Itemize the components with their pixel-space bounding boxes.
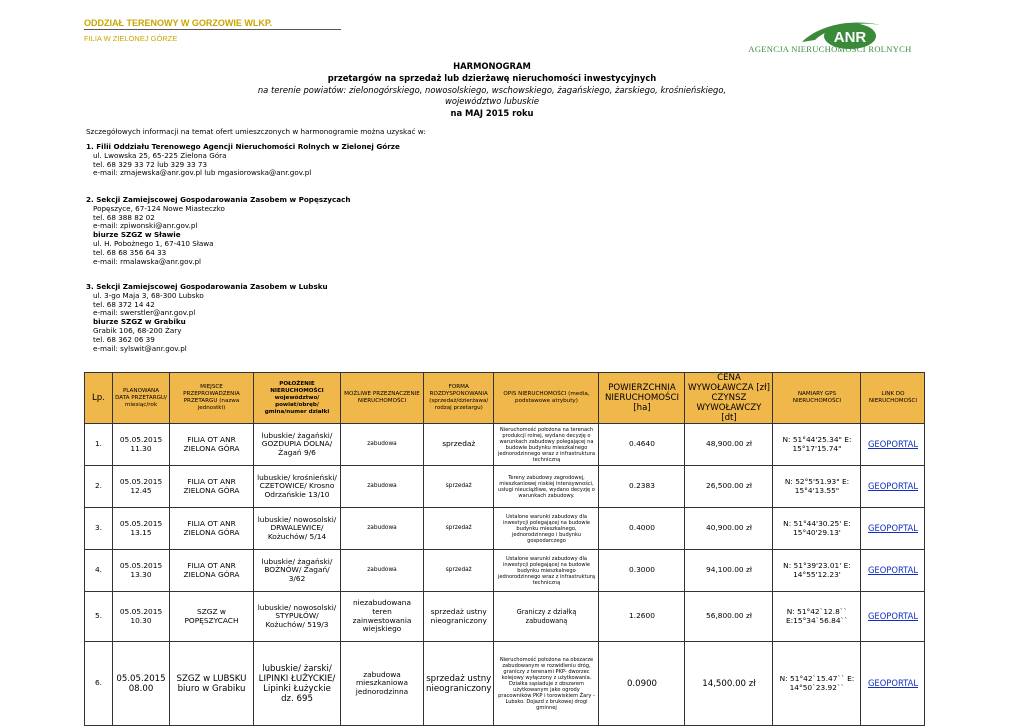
contact-block-2 [86,196,350,266]
doc-voivodeship: województwo lubuskie [444,96,539,106]
contact-line: Popęszyce, 67-124 Nowe Miasteczko [93,203,225,213]
cell-use: zabudowa [341,466,424,508]
cell-price: 14,500.00 zł [685,642,773,726]
cell-location: lubuskie/ krośnieński/ CZETOWICE/ Krosno Odrzańskie 13/10 [254,466,341,508]
cell-date: 05.05.2015 13.15 [113,508,170,550]
cell-use: zabudowa [341,424,424,466]
geoportal-link[interactable]: GEOPORTAL [867,438,919,449]
cell-location: lubuskie/ żarski/ LIPINKI ŁUŻYCKIE/ Lipinki Łużyckie dz. 695 [254,642,341,726]
col-header-place: MIEJSCE PRZEPROWADZENIA PRZETARGU (nazwa jednostki) [170,373,254,424]
cell-use: zabudowa mieszkaniowa jednorodzinna [341,642,424,726]
contact-line: ul. H. Pobożnego 1, 67-410 Sława [93,238,214,248]
intro-text: Szczegółowych informacji na temat ofert umieszczonych w harmonogramie można uzyskać w: [86,127,426,136]
cell-gps: N: 51°42`12.8`` E:15°34`56.84`` [773,592,861,642]
tender-schedule-table [84,372,925,726]
col-header-lp: Lp. [85,373,113,424]
cell-desc: Graniczy z działką zabudowaną [494,592,599,642]
contact-line: ul. Lwowska 25, 65-225 Zielona Góra [93,150,227,160]
cell-form: sprzedaż [424,424,494,466]
table-row [85,642,925,726]
cell-lp: 4. [85,550,113,592]
cell-form: sprzedaż [424,508,494,550]
header-org-name: ODDZIAŁ TERENOWY W GORZOWIE WLKP. [84,18,341,30]
geoportal-link[interactable]: GEOPOPTAL [868,522,918,533]
cell-form: sprzedaż [424,550,494,592]
cell-link [861,508,925,550]
cell-date: 05.05.2015 13.30 [113,550,170,592]
col-header-link: LINK DO NIERUCHOMOŚCI [861,373,925,424]
col-header-use: MOŻLIWE PRZEZNACZENIE NIERUCHOMOŚCI [341,373,424,424]
table-header-row [85,373,925,424]
cell-use: niezabudowana teren zainwestowania wiejskiego [341,592,424,642]
table-row [85,550,925,592]
cell-desc: Ustalone warunki zabudowy dla inwestycji polegającej na budowie budynku mieszkalnego jednorodzinnego wraz z infrastrukturą techniczną [494,550,599,592]
col-header-location: POŁOŻENIE NIERUCHOMOŚCI województwo/ powiat/obręb/ gmina/numer działki [254,373,341,424]
cell-desc: Tereny zabudowy zagrodowej, mieszkaniowej niskiej intensywności, usługi nieuciążliwe, wydano decyzję o warunkach zabudowy. [494,466,599,508]
cell-desc: Nieruchomość położona na terenach produkcji rolnej, wydano decyzję o warunkach zabudowy polegającej na budowie budynku mieszkalnego jednorodzinnego wraz z infrastruktura techniczną [494,424,599,466]
cell-price: 48,900.00 zł [685,424,773,466]
geoportal-link[interactable]: GEOPORTAL [867,610,919,621]
cell-place: FILIA OT ANR ZIELONA GÓRA [170,508,254,550]
contact-title: 1. Filii Oddziału Terenowego Agencji Nieruchomości Rolnych w Zielonej Górze [86,142,400,151]
cell-location: lubuskie/ nowosolski/ DRWALEWICE/ Kożuchów/ 5/14 [254,508,341,550]
contact-line: tel. 68 372 14 42 [93,299,155,309]
cell-form: sprzedaż ustny nieograniczony [424,642,494,726]
table-row [85,592,925,642]
cell-gps: N: 51°44'25.34" E: 15°17'15.74" [773,424,861,466]
col-header-area: POWIERZCHNIA NIERUCHOMOŚCI [ha] [599,373,685,424]
cell-desc: Ustalone warunki zabudowy dla inwestycji polegającej na budowie budynku mieszkalnego, jednorodzinnego i budynku gospodarczego [494,508,599,550]
cell-place: SZGZ w POPĘSZYCACH [170,592,254,642]
col-header-desc: OPIS NIERUCHOMOŚCI (media, podstawowe atrybuty) [494,373,599,424]
contact-email[interactable]: e-mail: sylswit@anr.gov.pl [93,343,187,353]
cell-location: lubuskie/ żagański/ GOZDUPIA DOLNA/ Żagań 9/6 [254,424,341,466]
cell-date: 05.05.2015 11.30 [113,424,170,466]
contact-subtitle: biurze SZGZ w Sławie [93,230,181,240]
cell-gps: N: 51°44'30.25' E: 15°40'29.13' [773,508,861,550]
cell-place: FILIA OT ANR ZIELONA GÓRA [170,466,254,508]
cell-place: FILIA OT ANR ZIELONA GÓRA [170,550,254,592]
cell-area: 0.3000 [599,550,685,592]
cell-desc: Nieruchomość położona na obszarze zabudowanym w rozwidleniu dróg, graniczy z terenami PKP- dworzec kolejowy wyłączony z użytkowania. Działka sąsiaduje z obszarem użytkowanym jako ogrody pracowników PKP i torowiskiem Żary - Lubsko. Dojazd z brukowej drogi gminnej [494,642,599,726]
contact-line: tel. 68 362 06 39 [93,334,155,344]
contact-line: tel. 68 68 356 64 33 [93,247,167,257]
contact-line: ul. 3-go Maja 3, 68-300 Lubsko [93,290,204,300]
cell-lp: 2. [85,466,113,508]
cell-area: 0.4000 [599,508,685,550]
cell-link [861,424,925,466]
cell-location: lubuskie/ nowosolski/ STYPUŁÓW/ Kożuchów/ 519/3 [254,592,341,642]
logo-abbr: ANR [833,29,867,46]
cell-lp: 6. [85,642,113,726]
cell-price: 26,500.00 zł [685,466,773,508]
cell-price: 94,100.00 zł [685,550,773,592]
cell-form: sprzedaż [424,466,494,508]
contact-line: tel. 68 388 82 02 [93,212,155,222]
cell-use: zabudowa [341,508,424,550]
cell-use: zabudowa [341,550,424,592]
cell-lp: 3. [85,508,113,550]
cell-price: 56,800.00 zł [685,592,773,642]
cell-area: 1.2600 [599,592,685,642]
geoportal-link[interactable]: GEOPORTAL [867,564,919,575]
cell-form: sprzedaż ustny nieograniczony [424,592,494,642]
cell-date: 05.05.2015 08.00 [113,642,170,726]
contact-title: 2. Sekcji Zamiejscowej Gospodarowania Zasobem w Popęszycach [86,195,351,204]
table-row [85,466,925,508]
doc-area-line: na terenie powiatów: zielonogórskiego, nowosolskiego, wschowskiego, żagańskiego, żarskiego, krośnieńskiego, [257,85,727,95]
logo-agency-name: AGENCJA NIERUCHOMOŚCI ROLNYCH [748,44,912,54]
col-header-gps: NAMIARY GPS NIERUCHOMOŚCI [773,373,861,424]
doc-period: na MAJ 2015 roku [450,108,534,118]
table-row [85,424,925,466]
contact-email[interactable]: e-mail: swerstler@anr.gov.pl [93,308,196,318]
contact-line: tel. 68 329 33 72 lub 329 33 73 [93,159,208,169]
cell-lp: 1. [85,424,113,466]
cell-date: 05.05.2015 12.45 [113,466,170,508]
table-row [85,508,925,550]
cell-link [861,466,925,508]
col-header-date: PLANOWANA DATA PRZETARGU/ miesiąc/rok [113,373,170,424]
contact-line: Grabik 106, 68-200 Żary [93,325,182,335]
contact-block-1 [86,143,400,178]
contact-subtitle: biurze SZGZ w Grabiku [93,317,186,327]
geoportal-link[interactable]: GEOPORTAL [867,677,919,688]
contact-email[interactable]: e-mail: zpiwonski@anr.gov.pl [93,221,198,231]
header-branch-name: FILIA W ZIELONEJ GÓRZE [84,34,178,43]
cell-area: 0.0900 [599,642,685,726]
cell-gps: N: 51°39'23.01' E: 14°55'12.23' [773,550,861,592]
cell-place: SZGZ w LUBSKU biuro w Grabiku [170,642,254,726]
contact-block-3 [86,283,328,353]
cell-place: FILIA OT ANR ZIELONA GÓRA [170,424,254,466]
contact-email[interactable]: e-mail: zmajewska@anr.gov.pl lub mgasiorowska@anr.gov.pl [93,168,312,178]
cell-link [861,550,925,592]
cell-date: 05.05.2015 10.30 [113,592,170,642]
cell-area: 0.2383 [599,466,685,508]
col-header-price: CENA WYWOŁAWCZA [zł] CZYNSZ WYWOŁAWCZY [dt] [685,373,773,424]
cell-location: lubuskie/ żagański/ BOŻNÓW/ Żagań/ 3/62 [254,550,341,592]
cell-link [861,592,925,642]
cell-link [861,642,925,726]
cell-price: 40,900.00 zł [685,508,773,550]
cell-area: 0.4640 [599,424,685,466]
doc-subtitle: przetargów na sprzedaż lub dzierżawę nieruchomości inwestycyjnych [327,73,657,83]
cell-gps: N: 51°42`15.47`` E: 14°50`23.92`` [773,642,861,726]
contact-title: 3. Sekcji Zamiejscowej Gospodarowania Zasobem w Lubsku [86,282,328,291]
col-header-form: FORMA ROZDYSPONOWANIA (sprzedaż/dzierżawa/ rodzaj przetargu) [424,373,494,424]
cell-lp: 5. [85,592,113,642]
contact-email[interactable]: e-mail: rmalawska@anr.gov.pl [93,256,202,266]
doc-title: HARMONOGRAM [453,61,531,71]
cell-gps: N: 52°5'51.93" E: 15°4'13.55" [773,466,861,508]
geoportal-link[interactable]: GEOPORTAL [867,480,919,491]
